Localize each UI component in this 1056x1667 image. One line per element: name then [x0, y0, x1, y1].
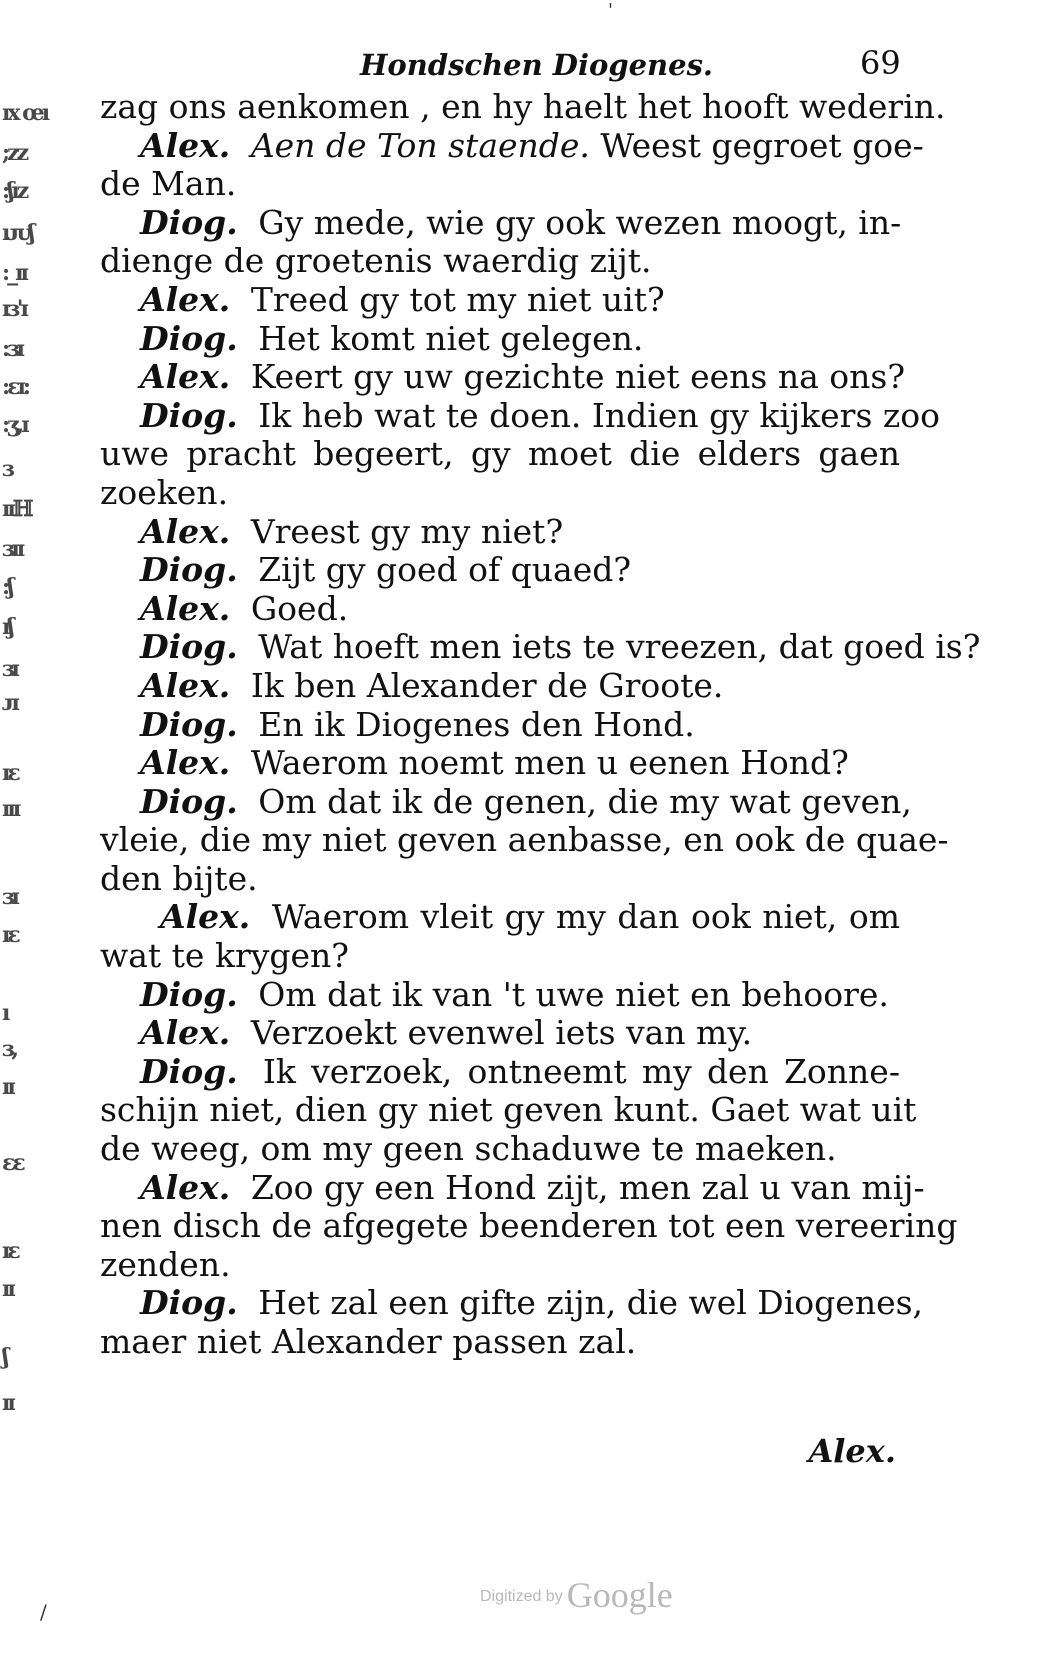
- line-text: zenden.: [100, 1244, 231, 1284]
- text-line: [100, 1323, 900, 1362]
- dialogue-line: [100, 320, 900, 359]
- dialogue-line: [100, 744, 900, 783]
- dialogue-line: [100, 976, 900, 1015]
- line-text: Om dat ik van 't uwe niet en behoore.: [258, 974, 889, 1014]
- line-text: Treed gy tot my niet uit?: [250, 279, 665, 319]
- dialogue-text: [100, 87, 981, 1362]
- text-line: [100, 242, 900, 281]
- speaker-label: Diog.: [140, 395, 238, 435]
- dialogue-line: [100, 627, 981, 667]
- catchword: Alex.: [808, 1432, 896, 1470]
- line-text: Gy mede, wie gy ook wezen moogt, in-: [258, 202, 902, 242]
- line-text: zoeken.: [100, 472, 229, 512]
- page-number: 69: [860, 44, 901, 82]
- dialogue-line: [100, 204, 900, 243]
- line-text: En ik Diogenes den Hond.: [258, 704, 695, 744]
- speaker-label: Diog.: [140, 202, 238, 242]
- line-text: Wat hoeft men iets te vreezen, dat goed is?: [258, 627, 981, 667]
- line-text: schijn niet, dien gy niet geven kunt. Gaet wat uit: [100, 1090, 917, 1130]
- line-text: Ik heb wat te doen. Indien gy kijkers zoo: [258, 395, 940, 435]
- line-text: de Man.: [100, 164, 237, 204]
- dialogue-line: [100, 1283, 924, 1323]
- speaker-label: Diog.: [140, 1283, 238, 1323]
- dialogue-line: [100, 281, 900, 320]
- line-text: Verzoekt evenwel iets van my.: [250, 1013, 753, 1053]
- line-text: wat te krygen?: [100, 936, 349, 976]
- line-text: Ik verzoek, ontneemt my den Zonne-: [262, 1051, 900, 1091]
- dialogue-line: [100, 706, 900, 745]
- dialogue-line: [100, 1053, 900, 1092]
- speaker-label: Alex.: [140, 1167, 231, 1207]
- line-text: Waerom vleit gy my dan ook niet, om: [271, 897, 900, 937]
- dialogue-line: [100, 395, 940, 436]
- speaker-label: Diog.: [140, 318, 238, 358]
- line-text: maer niet Alexander passen zal.: [100, 1322, 637, 1361]
- line-text: nen disch de afgegete beenderen tot een vereering: [100, 1206, 958, 1246]
- speaker-label: Alex.: [140, 743, 231, 783]
- line-text: Vreest gy my niet?: [250, 511, 564, 551]
- speaker-label: Alex.: [140, 588, 231, 628]
- dialogue-line: [100, 898, 900, 937]
- text-line: [100, 820, 949, 860]
- line-text: Goed.: [250, 588, 349, 628]
- line-text: Weest gegroet goe-: [600, 125, 924, 165]
- line-text: Ik ben Alexander de Groote.: [250, 665, 724, 705]
- adjacent-page-bleed: ıx œı ;ᴢz :ʃız ıᴊᴜʃ :_ɪɪ ɪɜ'ɪ :ɜɪ :ɛɪ: :ʒ,ɪ ɜ ɪɪℍ ɜɪɪ :ʃ ɪʃ ɜɪ ᴊɪ ɪɛ ɪɪɪ ɜɪ ɪɛ ı ɜ, ɪɪ ɛɛ ɪɛ ɪɪ ʃ ɪɪ: [2, 100, 48, 1416]
- dialogue-line: [100, 357, 906, 397]
- line-text: uwe pracht begeert, gy moet die elders gaen: [100, 434, 900, 474]
- speaker-label: Diog.: [140, 704, 238, 744]
- dialogue-line: [100, 590, 900, 629]
- bleed-mark-bottom: /: [40, 1600, 47, 1624]
- speaker-label: Alex.: [140, 279, 231, 319]
- speaker-label: Alex.: [140, 511, 231, 551]
- speaker-label: Diog.: [140, 974, 238, 1014]
- text-line: [100, 474, 900, 513]
- speaker-label: Diog.: [140, 627, 238, 667]
- speaker-label: Diog.: [140, 1051, 238, 1091]
- text-line: [100, 1090, 917, 1130]
- text-line: [100, 1206, 958, 1246]
- dialogue-line: [100, 125, 924, 166]
- line-text: dienge de groetenis waerdig zijt.: [100, 241, 652, 281]
- dialogue-line: [100, 1014, 900, 1053]
- line-text: de weeg, om my geen schaduwe te maeken.: [100, 1129, 837, 1169]
- text-line: [100, 860, 900, 899]
- dialogue-line: [100, 667, 900, 706]
- speaker-label: Alex.: [160, 897, 251, 937]
- line-text: vleie, die my niet geven aenbasse, en ook de quae-: [100, 820, 949, 860]
- speaker-label: Alex.: [140, 665, 231, 705]
- line-text: Om dat ik de genen, die my wat geven,: [258, 781, 912, 821]
- text-line: [100, 937, 900, 976]
- text-line: [100, 87, 946, 127]
- line-text: den bijte.: [100, 858, 258, 898]
- line-text: Zijt gy goed of quaed?: [258, 550, 632, 590]
- speaker-label: Diog.: [140, 781, 238, 821]
- watermark-prefix: Digitized by: [480, 1588, 563, 1605]
- line-text: Het komt niet gelegen.: [258, 318, 644, 358]
- line-text: Waerom noemt men u eenen Hond?: [250, 743, 849, 783]
- speaker-label: Alex.: [140, 357, 231, 397]
- digitized-by-google-watermark: [480, 1574, 673, 1616]
- speaker-label: Alex.: [140, 1013, 231, 1053]
- line-text: Zoo gy een Hond zijt, men zal u van mij-: [250, 1167, 925, 1207]
- text-line: [100, 1246, 900, 1285]
- stage-direction: Aen de Ton staende.: [250, 125, 590, 165]
- line-text: Het zal een gifte zijn, die wel Diogenes,: [258, 1283, 924, 1323]
- text-line: [100, 1130, 900, 1169]
- google-logo: Google: [566, 1575, 673, 1615]
- running-title: Hondschen Diogenes.: [360, 48, 713, 82]
- text-line: [100, 165, 900, 204]
- dialogue-line: [100, 513, 900, 552]
- line-text: Keert gy uw gezichte niet eens na ons?: [250, 357, 906, 397]
- dialogue-line: [100, 781, 912, 822]
- dialogue-line: [100, 551, 900, 590]
- speaker-label: Diog.: [140, 550, 238, 590]
- line-text: zag ons aenkomen , en hy haelt het hooft wederin.: [100, 87, 946, 126]
- dialogue-line: [100, 1167, 925, 1208]
- text-line: [100, 435, 900, 474]
- bleed-mark-top: ': [608, 0, 613, 21]
- speaker-label: Alex.: [140, 125, 231, 165]
